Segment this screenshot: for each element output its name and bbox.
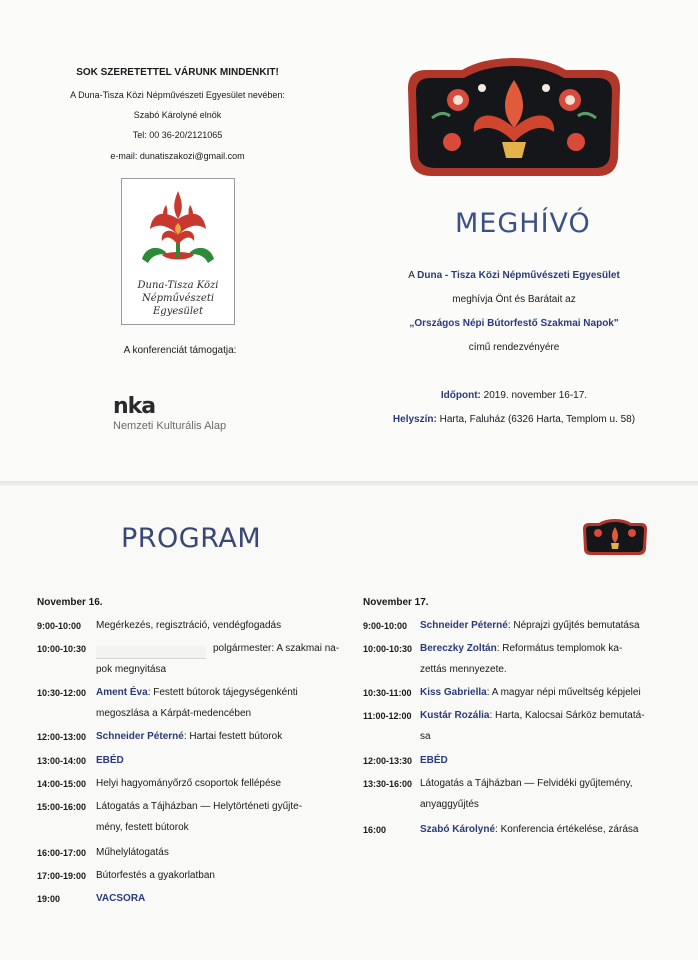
d2-time-1: 9:00-10:00 [363, 621, 408, 631]
event-name: „Országos Népi Bútorfestő Szakmai Napok" [409, 318, 619, 329]
d1-time-5: 13:00-14:00 [37, 756, 87, 766]
day1-label: November 16. [37, 597, 103, 608]
nka-mark: nka [113, 394, 156, 419]
org-line: A Duna-Tisza Közi Népművészeti Egyesület nevében: [70, 90, 285, 100]
d2-lunch: EBÉD [420, 755, 448, 766]
d1-time-8: 16:00-17:00 [37, 848, 87, 858]
d1-text-8: Műhelylátogatás [96, 847, 169, 858]
d1-time-3: 10:30-12:00 [37, 688, 87, 698]
d1-dinner: VACSORA [96, 893, 146, 904]
talk-title: : Hartai festett bútorok [183, 731, 283, 742]
invitation-title: MEGHÍVÓ [455, 208, 591, 239]
org-name: Duna - Tisza Közi Népművészeti Egyesület [417, 270, 620, 281]
nka-text: Nemzeti Kulturális Alap [113, 420, 227, 432]
fold-line [0, 481, 698, 486]
speaker-name: Schneider Péterné [420, 620, 508, 631]
invite-line: meghívja Önt és Barátait az [452, 294, 576, 305]
d2-time-5: 12:00-13:30 [363, 756, 413, 766]
d1-time-7: 15:00-16:00 [37, 802, 87, 812]
talk-title: : Konferencia értékelése, zárása [495, 824, 639, 835]
speaker-name: Ament Éva [96, 687, 148, 698]
logo-text-line-1: Duna-Tisza Közi [137, 280, 219, 291]
speaker-name: Szabó Károlyné [420, 824, 496, 835]
d1-text-2: polgármester: A szakmai na- [213, 643, 340, 654]
d1-time-10: 19:00 [37, 894, 61, 904]
d2-entry-2 [420, 643, 622, 654]
logo-text-line-3: Egyesület [153, 306, 203, 317]
d2-time-4: 11:00-12:00 [363, 711, 412, 721]
d1-time-2: 10:00-10:30 [37, 644, 87, 654]
day2-label: November 17. [363, 597, 429, 608]
d2-time-7: 16:00 [363, 825, 387, 835]
d1-text-6: Helyi hagyományőrző csoportok fellépése [96, 778, 282, 789]
speaker-name: Bereczky Zoltán [420, 643, 497, 654]
date-line [360, 390, 668, 401]
organizer-line [360, 270, 668, 281]
d2-text-4b: sa [420, 731, 431, 742]
redacted-name-box [96, 646, 206, 659]
person-line: Szabó Károlyné elnök [133, 110, 222, 120]
d2-time-6: 13:30-16:00 [363, 779, 413, 789]
date-value: 2019. november 16-17. [480, 390, 588, 401]
d2-time-2: 10:00-10:30 [363, 644, 413, 654]
place-value: Harta, Faluház (6326 Harta, Templom u. 58) [436, 414, 636, 425]
talk-title: : Református templomok ka- [496, 643, 623, 654]
small-panel-illustration [581, 519, 649, 557]
d1-lunch: EBÉD [96, 755, 124, 766]
talk-title: : Néprajzi gyűjtés bemutatása [507, 620, 640, 631]
support-line: A konferenciát támogatja: [123, 345, 237, 356]
d2-text-2b: zettás mennyezete. [420, 664, 507, 675]
org-prefix: A [408, 270, 418, 281]
d1-entry-3 [96, 687, 298, 698]
date-label: Időpont: [440, 390, 481, 401]
d2-time-3: 10:30-11:00 [363, 688, 412, 698]
d2-entry-3 [420, 687, 641, 698]
place-label: Helyszín: [392, 414, 437, 425]
d1-text-7b: mény, festett bútorok [96, 822, 189, 833]
d1-time-6: 14:00-15:00 [37, 779, 87, 789]
talk-title: : A magyar népi műveltség képjelei [486, 687, 641, 698]
d2-text-6b: anyaggyűjtés [420, 799, 479, 810]
program-title: PROGRAM [121, 523, 262, 554]
speaker-name: Kustár Rozália [420, 710, 490, 721]
d2-entry-4 [420, 710, 645, 721]
greeting-text: SOK SZERETETTEL VÁRUNK MINDENKIT! [76, 67, 279, 78]
tulip-emblem-icon [122, 179, 234, 279]
logo-text-line-2: Népművészeti [141, 293, 215, 304]
place-line [360, 414, 668, 425]
speaker-name: Schneider Péterné [96, 731, 184, 742]
d2-entry-1 [420, 620, 640, 631]
d1-text-9: Bútorfestés a gyakorlatban [96, 870, 215, 881]
talk-title: : Festett bútorok tájegységenkénti [147, 687, 298, 698]
speaker-name: Kiss Gabriella [420, 687, 487, 698]
d1-text-1: Megérkezés, regisztráció, vendégfogadás [96, 620, 282, 631]
painted-panel-illustration [402, 58, 627, 183]
association-logo [121, 178, 235, 325]
d1-text-7: Látogatás a Tájházban — Helytörténeti gyűjte- [96, 801, 303, 812]
talk-title: : Harta, Kalocsai Sárköz bemutatá- [489, 710, 645, 721]
d2-entry-7 [420, 824, 638, 835]
email-line: e-mail: dunatiszakozi@gmail.com [110, 151, 245, 161]
d1-text-3b: megoszlása a Kárpát-medencében [96, 708, 252, 719]
phone-line: Tel: 00 36-20/2121065 [132, 130, 223, 140]
d2-text-6: Látogatás a Tájházban — Felvidéki gyűjtemény, [420, 778, 633, 789]
d1-time-4: 12:00-13:00 [37, 732, 87, 742]
d1-time-9: 17:00-19:00 [37, 871, 87, 881]
event-suffix: című rendezvényére [468, 342, 560, 353]
d1-text-2b: pok megnyitása [96, 664, 167, 675]
d1-entry-4 [96, 731, 282, 742]
d1-time-1: 9:00-10:00 [37, 621, 82, 631]
nka-logo [113, 395, 226, 432]
